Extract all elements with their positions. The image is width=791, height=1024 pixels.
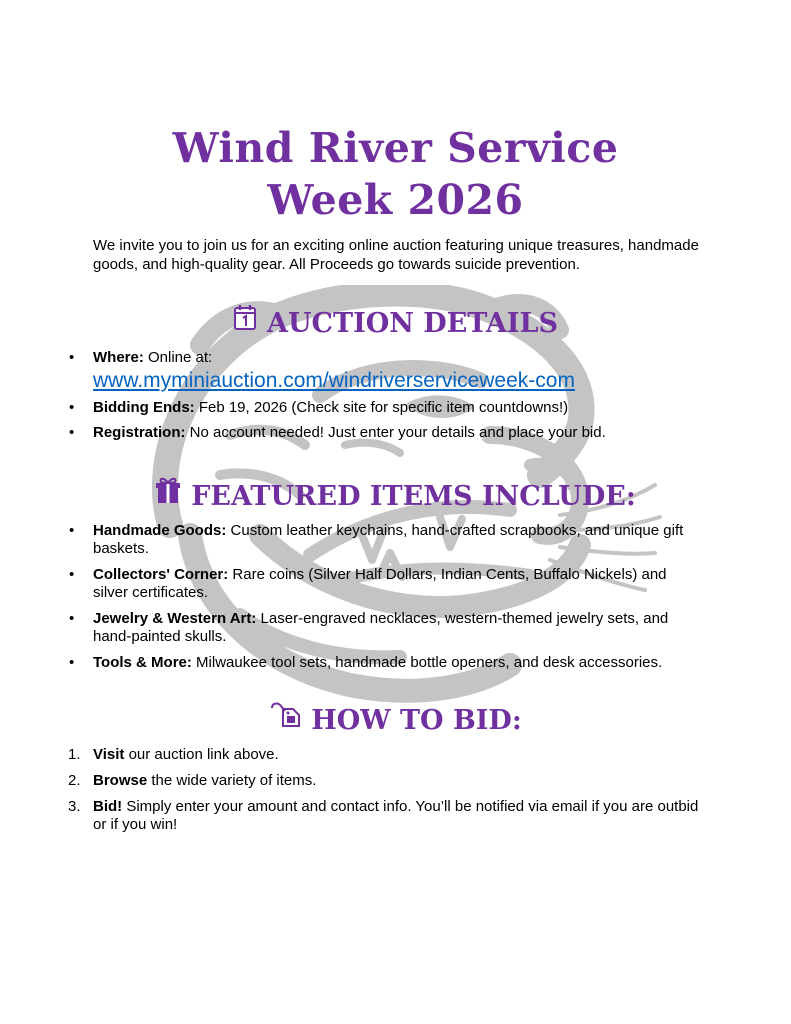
bullet: • xyxy=(69,610,75,627)
step-number: 1. xyxy=(68,746,81,763)
step-label: Visit xyxy=(93,746,125,763)
item-label: Handmade Goods: xyxy=(93,522,227,539)
list-item xyxy=(0,424,703,442)
bullet: • xyxy=(69,522,75,539)
bullet: • xyxy=(69,349,75,366)
list-item xyxy=(0,399,703,417)
auction-details-list xyxy=(0,349,791,449)
featured-items-heading-text: FEATURED ITEMS INCLUDE: xyxy=(191,481,636,512)
step-number: 3. xyxy=(68,798,81,815)
featured-items-heading xyxy=(0,478,791,517)
item-label: Jewelry & Western Art: xyxy=(93,610,257,627)
item-text: Custom leather keychains, hand-crafted scrapbooks, and unique gift baskets. xyxy=(93,522,684,557)
registration-text: No account needed! Just enter your details and place your bid. xyxy=(185,424,606,441)
featured-items-list xyxy=(0,522,791,680)
title-line-2: Week 2026 xyxy=(267,176,524,224)
list-item xyxy=(0,522,703,558)
title-line-1: Wind River Service xyxy=(172,124,619,172)
bullet: • xyxy=(69,566,75,583)
list-item xyxy=(0,566,703,602)
auction-details-heading xyxy=(0,306,791,343)
auction-details-heading-text: AUCTION DETAILS xyxy=(267,308,558,339)
item-text: Rare coins (Silver Half Dollars, Indian Cents, Buffalo Nickels) and silver certificates. xyxy=(93,566,667,601)
how-to-bid-heading-text: HOW TO BID: xyxy=(311,705,522,736)
how-to-bid-heading xyxy=(0,703,791,740)
list-item xyxy=(0,610,703,646)
calendar-icon xyxy=(233,303,257,340)
page-title xyxy=(0,122,791,226)
item-label: Collectors' Corner: xyxy=(93,566,229,583)
item-text: Milwaukee tool sets, handmade bottle openers, and desk accessories. xyxy=(191,654,663,671)
list-item xyxy=(0,349,703,394)
bidding-ends-text: Feb 19, 2026 (Check site for specific item countdowns!) xyxy=(194,399,569,416)
list-item xyxy=(0,798,703,834)
bullet: • xyxy=(69,424,75,441)
where-text: Online at: xyxy=(143,349,213,366)
where-label: Where: xyxy=(93,349,144,366)
list-item xyxy=(0,772,703,790)
bidding-ends-label: Bidding Ends: xyxy=(93,399,195,416)
step-label: Browse xyxy=(93,772,148,789)
price-tag-icon xyxy=(269,700,301,737)
list-item xyxy=(0,654,703,672)
auction-link[interactable]: www.myminiauction.com/windriverserviceweek-com xyxy=(93,369,575,392)
how-to-bid-steps xyxy=(0,746,791,842)
step-number: 2. xyxy=(68,772,81,789)
step-text: Simply enter your amount and contact info. You’ll be notified via email if you are outbid or if you win! xyxy=(93,798,699,833)
step-text: the wide variety of items. xyxy=(147,772,317,789)
bullet: • xyxy=(69,399,75,416)
registration-label: Registration: xyxy=(93,424,186,441)
item-label: Tools & More: xyxy=(93,654,192,671)
step-label: Bid! xyxy=(93,798,123,815)
step-text: our auction link above. xyxy=(124,746,279,763)
intro-paragraph: We invite you to join us for an exciting online auction featuring unique treasures, handmade goods, and high-quality gear. All Proceeds go towards suicide prevention. xyxy=(93,237,699,273)
bullet: • xyxy=(69,654,75,671)
gift-icon xyxy=(155,475,181,514)
item-text: Laser-engraved necklaces, western-themed jewelry sets, and hand-painted skulls. xyxy=(93,610,669,645)
list-item xyxy=(0,746,703,764)
